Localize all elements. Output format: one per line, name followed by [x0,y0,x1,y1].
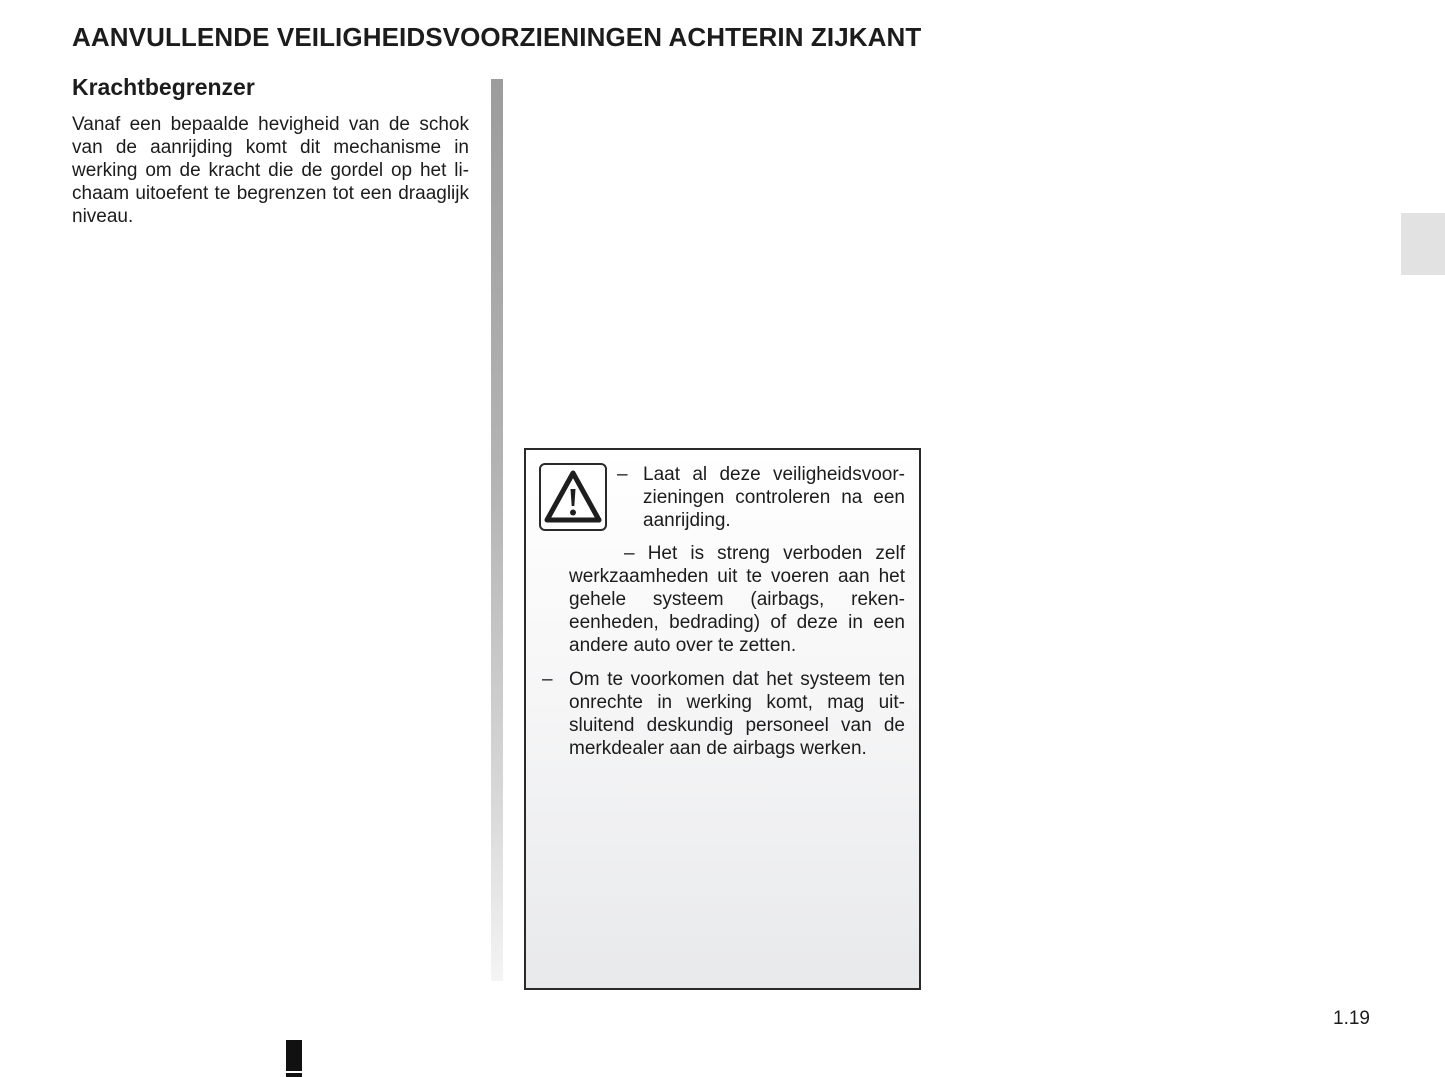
list-dash: – [542,669,553,690]
list-dash: – [624,543,635,564]
print-marker [286,1040,302,1077]
section-heading: Krachtbegrenzer [72,74,255,100]
chapter-tab [1401,213,1445,275]
warning-item-text: Om te voorkomen dat het systeem ten onrechte in werking komt, mag uitsluitend deskundig personeel van de merkdealer aan de airbags werken. [569,669,905,759]
page-number: 1.19 [1333,1008,1370,1029]
warning-item [569,542,905,657]
warning-triangle-icon [539,463,607,531]
section-body-text: Vanaf een bepaalde hevigheid van de schok van de aanrijding komt dit mechanisme in werking om de kracht die de gordel op het lichaam uitoefent te begrenzen tot een draaglijk niveau. [72,114,469,227]
warning-item-text: Laat al deze veiligheidsvoorzieningen controleren na een aanrijding. [643,464,905,531]
page-title: AANVULLENDE VEILIGHEIDSVOORZIENINGEN ACHTERIN ZIJKANT [72,22,922,52]
list-dash: – [617,464,628,485]
warning-item [617,463,905,532]
warning-box [524,448,921,990]
warning-item [542,668,905,760]
warning-item-text: Het is streng verboden zelf werkzaamheden uit te voeren aan het gehele systeem (airbags, rekeneenheden, bedrading) of deze in een andere auto over te zetten. [569,543,905,656]
column-divider [491,79,503,981]
